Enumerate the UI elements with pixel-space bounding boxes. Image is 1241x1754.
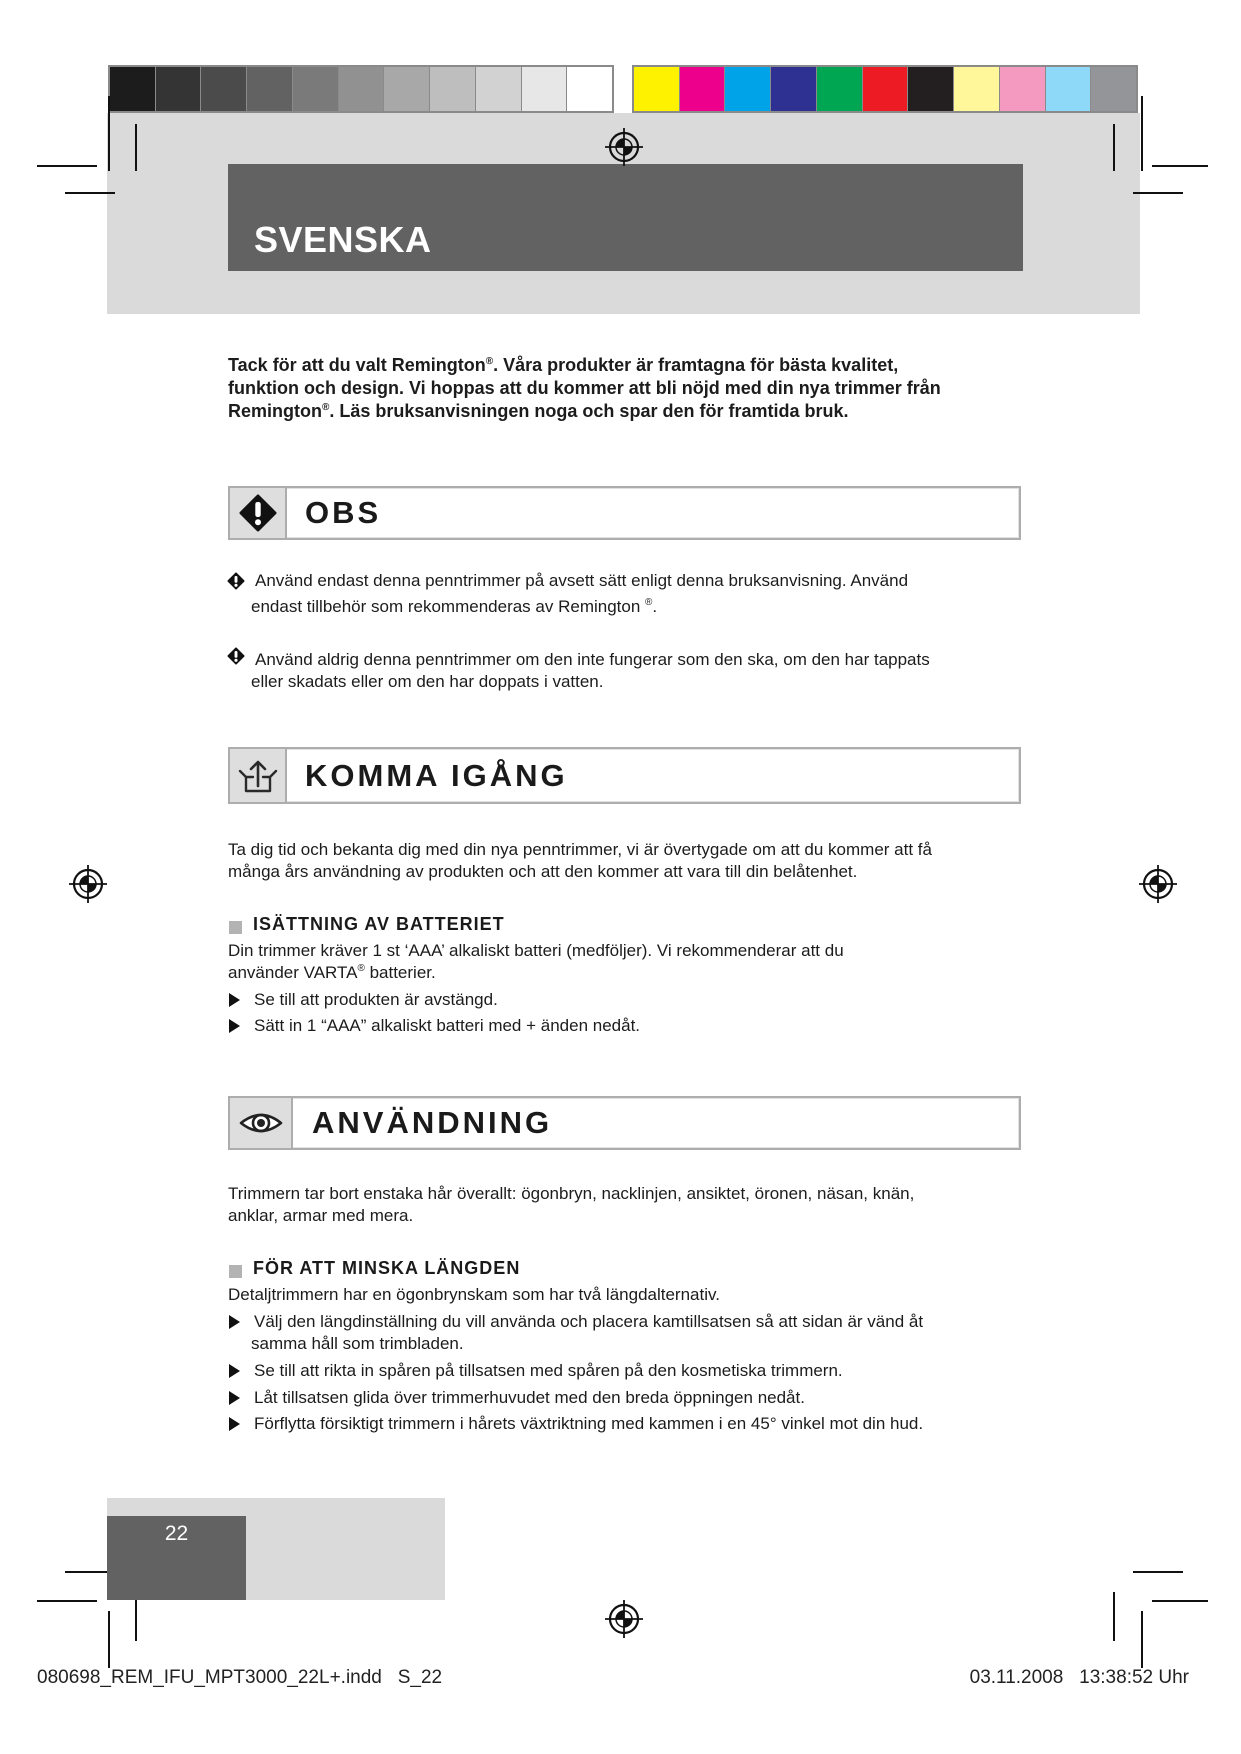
obs-bullet-line: Använd aldrig denna penntrimmer om den inte fungerar som den ska, om den har tappats [255, 650, 930, 669]
battery-bullet: Se till att produkten är avstängd. [254, 990, 498, 1009]
subheading-marker [229, 1265, 242, 1278]
usage-section-header [228, 1096, 1021, 1150]
length-bullet-line: Se till att rikta in spåren på tillsatsen med spåren på den kosmetiska trimmern. [254, 1361, 843, 1380]
crop-mark [108, 96, 110, 171]
unpack-box-icon [238, 756, 278, 796]
arrow-bullet-icon [229, 1417, 240, 1431]
obs-bullet-line: Använd endast denna penntrimmer på avsett sätt enligt denna bruksanvisning. Använd [255, 571, 909, 590]
process-color-swatch [634, 67, 679, 111]
usage-line: Trimmern tar bort enstaka hår överallt: ögonbryn, nacklinjen, ansiktet, öronen, näsan, knän, [228, 1184, 915, 1203]
subheading-marker [229, 921, 242, 934]
crop-mark [37, 165, 97, 167]
arrow-bullet-icon [229, 1019, 240, 1033]
warning-diamond-icon [238, 493, 278, 533]
grayscale-swatch [156, 67, 201, 111]
getting-started-line: Ta dig tid och bekanta dig med din nya penntrimmer, vi är övertygade om att du kommer att få [228, 840, 932, 859]
usage-line: anklar, armar med mera. [228, 1206, 414, 1225]
process-color-swatch [863, 67, 908, 111]
crop-mark [1113, 1592, 1115, 1641]
crop-mark [1141, 1611, 1143, 1668]
grayscale-swatch [476, 67, 521, 111]
grayscale-swatch [384, 67, 429, 111]
length-line: Detaljtrimmern har en ögonbrynskam som har två längdalternativ. [228, 1285, 720, 1304]
grayscale-swatch [430, 67, 475, 111]
process-color-bar [632, 65, 1138, 113]
battery-line: använder VARTA® batterier. [228, 963, 436, 982]
process-color-swatch [1046, 67, 1091, 111]
process-color-swatch [908, 67, 953, 111]
crop-mark [1152, 1600, 1208, 1602]
process-color-swatch [817, 67, 862, 111]
length-bullet-line: samma håll som trimbladen. [251, 1334, 464, 1353]
process-color-swatch [771, 67, 816, 111]
getting-started-section-header [228, 747, 1021, 804]
obs-bullet-line: eller skadats eller om den har doppats i vatten. [251, 672, 604, 691]
arrow-bullet-icon [229, 1391, 240, 1405]
getting-started-icon-cell [230, 749, 287, 802]
battery-line: Din trimmer kräver 1 st ‘AAA’ alkaliskt batteri (medföljer). Vi rekommenderar att du [228, 941, 844, 960]
crop-mark [37, 1600, 97, 1602]
intro-line: funktion och design. Vi hoppas att du kommer att bli nöjd med din nya trimmer från [228, 378, 941, 398]
grayscale-swatch [110, 67, 155, 111]
registration-mark-icon [604, 1599, 644, 1639]
grayscale-swatch [339, 67, 384, 111]
grayscale-swatch [201, 67, 246, 111]
print-timestamp: 03.11.2008 13:38:52 Uhr [969, 1667, 1189, 1688]
eye-icon [238, 1106, 284, 1140]
process-color-swatch [1091, 67, 1136, 111]
crop-mark [1152, 165, 1208, 167]
registration-mark-icon [604, 127, 644, 167]
battery-subheading: ISÄTTNING AV BATTERIET [253, 914, 505, 934]
grayscale-swatch [247, 67, 292, 111]
print-file-name: 080698_REM_IFU_MPT3000_22L+.indd S_22 [37, 1667, 443, 1688]
registration-mark-icon [68, 864, 108, 904]
grayscale-swatch [522, 67, 567, 111]
process-color-swatch [725, 67, 770, 111]
grayscale-bar [108, 65, 614, 113]
crop-mark [65, 192, 115, 194]
crop-mark [1133, 1571, 1183, 1573]
crop-mark [135, 124, 137, 171]
crop-mark [1113, 124, 1115, 171]
warning-bullet-icon [227, 647, 245, 665]
getting-started-line: många års användning av produkten och att den kommer att vara till din belåtenhet. [228, 862, 858, 881]
arrow-bullet-icon [229, 1364, 240, 1378]
intro-line: Tack för att du valt Remington®. Våra produkter är framtagna för bästa kvalitet, [228, 355, 899, 375]
grayscale-swatch [567, 67, 612, 111]
usage-icon-cell [230, 1098, 293, 1148]
intro-line: Remington®. Läs bruksanvisningen noga och spar den för framtida bruk. [228, 401, 849, 421]
length-bullet-line: Välj den längdinställning du vill använda och placera kamtillsatsen så att sidan är vänd åt [254, 1312, 924, 1331]
obs-section-header [228, 486, 1021, 540]
grayscale-swatch [293, 67, 338, 111]
crop-mark [1141, 96, 1143, 171]
process-color-swatch [954, 67, 999, 111]
length-bullet-line: Förflytta försiktigt trimmern i hårets växtriktning med kammen i en 45° vinkel mot din hud. [254, 1414, 924, 1433]
getting-started-title: KOMMA IGÅNG [305, 757, 568, 793]
page-number: 22 [164, 1522, 189, 1545]
arrow-bullet-icon [229, 993, 240, 1007]
length-subheading: FÖR ATT MINSKA LÄNGDEN [253, 1258, 521, 1278]
battery-bullet: Sätt in 1 “AAA” alkaliskt batteri med + änden nedåt. [254, 1016, 641, 1035]
obs-bullet-line: endast tillbehör som rekommenderas av Remington ®. [251, 597, 658, 616]
crop-mark [108, 1611, 110, 1668]
language-title: SVENSKA [254, 219, 432, 260]
registration-mark-icon [1138, 864, 1178, 904]
crop-mark [1133, 192, 1183, 194]
length-bullet-line: Låt tillsatsen glida över trimmerhuvudet med den breda öppningen nedåt. [254, 1388, 805, 1407]
usage-title: ANVÄNDNING [312, 1105, 553, 1140]
process-color-swatch [680, 67, 725, 111]
obs-icon-cell [230, 488, 287, 538]
warning-bullet-icon [227, 572, 245, 590]
obs-title: OBS [305, 495, 382, 530]
process-color-swatch [1000, 67, 1045, 111]
arrow-bullet-icon [229, 1315, 240, 1329]
